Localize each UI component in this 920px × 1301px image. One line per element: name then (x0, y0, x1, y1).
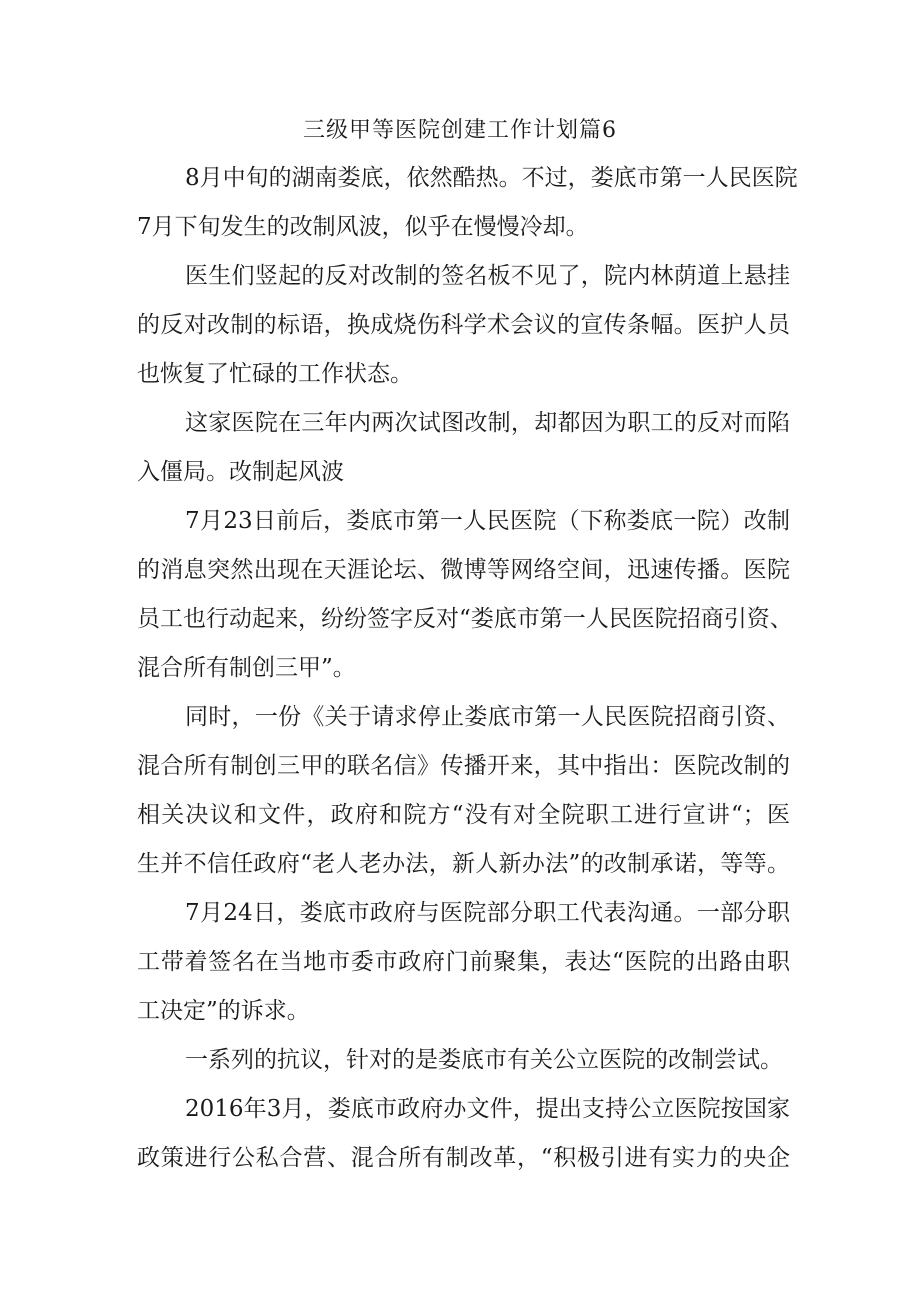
text-line: 7月下旬发生的改制风波，似乎在慢慢冷却。 (137, 214, 589, 240)
text-line: 医生们竖起的反对改制的签名板不见了，院内林荫道上悬挂 (185, 263, 790, 289)
text-line: 7月23日前后，娄底市第一人民医院（下称娄底一院）改制 (185, 508, 790, 534)
text-line: 8月中旬的湖南娄底，依然酷热。不过，娄底市第一人民医院 (185, 165, 798, 191)
text-line: 混合所有制创三甲的联名信》传播开来，其中指出：医院改制的 (137, 753, 790, 779)
text-line: 生并不信任政府“老人老办法，新人新办法”的改制承诺，等等。 (137, 851, 790, 877)
text-line: 同时，一份《关于请求停止娄底市第一人民医院招商引资、 (185, 704, 790, 730)
text-line: 混合所有制创三甲”。 (137, 655, 356, 681)
text-line: 一系列的抗议，针对的是娄底市有关公立医院的改制尝试。 (185, 1047, 783, 1073)
text-line: 也恢复了忙碌的工作状态。 (137, 361, 413, 387)
document-title: 三级甲等医院创建工作计划篇6 (303, 118, 617, 143)
text-line: 相关决议和文件，政府和院方“没有对全院职工进行宣讲“；医 (137, 802, 790, 828)
text-line: 工决定”的诉求。 (137, 998, 310, 1024)
text-line: 的反对改制的标语，换成烧伤科学术会议的宣传条幅。医护人员 (137, 312, 790, 338)
text-line: 7月24日，娄底市政府与医院部分职工代表沟通。一部分职 (185, 900, 790, 926)
text-line: 的消息突然出现在天涯论坛、微博等网络空间，迅速传播。医院 (137, 557, 790, 583)
text-line: 这家医院在三年内两次试图改制，却都因为职工的反对而陷 (185, 410, 790, 436)
text-line: 2016年3月，娄底市政府办文件，提出支持公立医院按国家 (185, 1096, 790, 1122)
text-line: 工带着签名在当地市委市政府门前聚集，表达“医院的出路由职 (137, 949, 790, 975)
text-line: 政策进行公私合营、混合所有制改革，“积极引进有实力的央企 (137, 1145, 790, 1171)
text-line: 入僵局。改制起风波 (137, 459, 344, 485)
text-line: 员工也行动起来，纷纷签字反对“娄底市第一人民医院招商引资、 (137, 606, 793, 632)
